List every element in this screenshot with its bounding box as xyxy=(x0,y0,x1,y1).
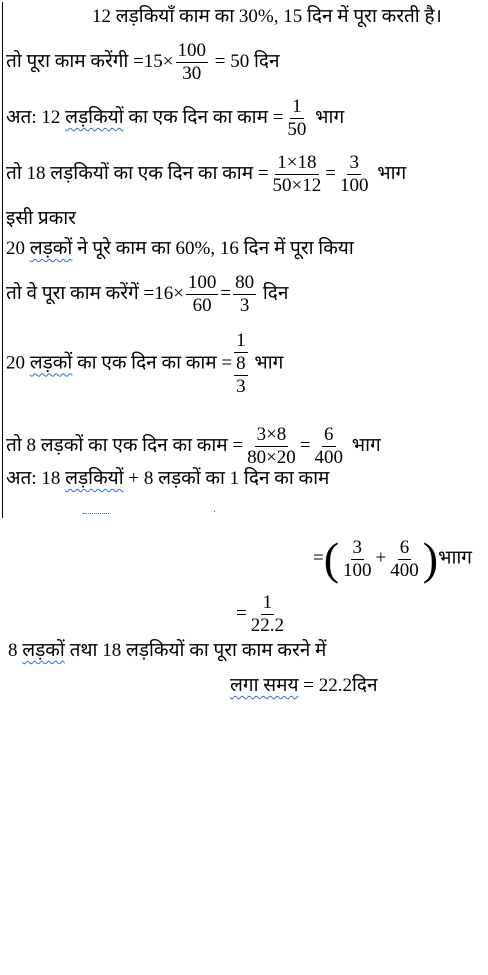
line-13: 8 लड़कों तथा 18 लड़कियों का पूरा काम करने में xyxy=(8,640,327,661)
spellcheck-word: लड़कों xyxy=(22,640,65,661)
line-11: =( $\frac{3}{100}$ + $\frac{6}{400}$ )भााग xyxy=(313,533,472,584)
line-2: तो पूरा काम करेंगी =15× $\frac{100}{30}$ = 50 दिन xyxy=(6,40,280,84)
line-1 xyxy=(92,6,442,28)
margin-line xyxy=(2,2,3,518)
line-10: अत: 18 लड़कियों + 8 लड़कों का 1 दिन का काम xyxy=(6,468,330,489)
spellcheck-word: लड़कों xyxy=(29,352,73,374)
stray-dot xyxy=(214,511,215,512)
spellcheck-word: लड़कियों xyxy=(65,106,124,128)
fraction: $\frac{3}{100}$ xyxy=(343,536,372,581)
line-3: अत: 12 लड़कियों का एक दिन का काम = $\frac{1}{50}$ भाग xyxy=(6,96,345,140)
complex-fraction: 1 8 3 xyxy=(236,330,246,397)
fraction: $\frac{1\times 18}{50\times 12}$ xyxy=(272,152,322,196)
fraction: $\frac{6}{400}$ xyxy=(390,536,419,581)
line-4: तो 18 लड़कियों का एक दिन का काम = $\frac{1\times 18}{50\times 12}$ = $\frac{3}{100}$ भाग xyxy=(6,152,407,196)
fraction: $\frac{1}{22.2}$ xyxy=(250,592,284,636)
fraction: $\frac{3}{100}$ xyxy=(339,152,369,196)
spellcheck-mark xyxy=(83,509,109,514)
line-1-text: 12 लड़कियाँ काम का 30%, 15 दिन में पूरा करती है। xyxy=(92,6,442,27)
fraction: $\frac{100}{60}$ xyxy=(187,272,217,316)
line-6: 20 लड़कों ने पूरे काम का 60%, 16 दिन में पूरा किया xyxy=(6,238,354,259)
fraction: $\frac{100}{30}$ xyxy=(177,40,207,84)
fraction: $\frac{80}{3}$ xyxy=(235,272,255,316)
line-14: लगा समय = 22.2दिन xyxy=(230,675,378,696)
spellcheck-word: लड़कों xyxy=(29,238,73,259)
line-12: = $\frac{1}{22.2}$ xyxy=(236,592,284,636)
spellcheck-word: लगा समय xyxy=(230,675,299,696)
line-9: तो 8 लड़कों का एक दिन का काम = $\frac{3\times 8}{80\times 20}$ = $\frac{6}{400}$ भाग xyxy=(6,424,381,468)
line-5: इसी प्रकार xyxy=(6,208,76,229)
line-7: तो वे पूरा काम करेंगें =16× $\frac{100}{60}$ = $\frac{80}{3}$ दिन xyxy=(6,272,289,316)
line-8: 20 लड़कों का एक दिन का काम = 1 8 3 भाग xyxy=(6,330,284,397)
fraction: $\frac{6}{400}$ xyxy=(314,424,344,468)
fraction: $\frac{1}{50}$ xyxy=(287,96,307,140)
spellcheck-word: लड़कियों xyxy=(65,468,124,489)
fraction: $\frac{3\times 8}{80\times 20}$ xyxy=(247,424,296,468)
